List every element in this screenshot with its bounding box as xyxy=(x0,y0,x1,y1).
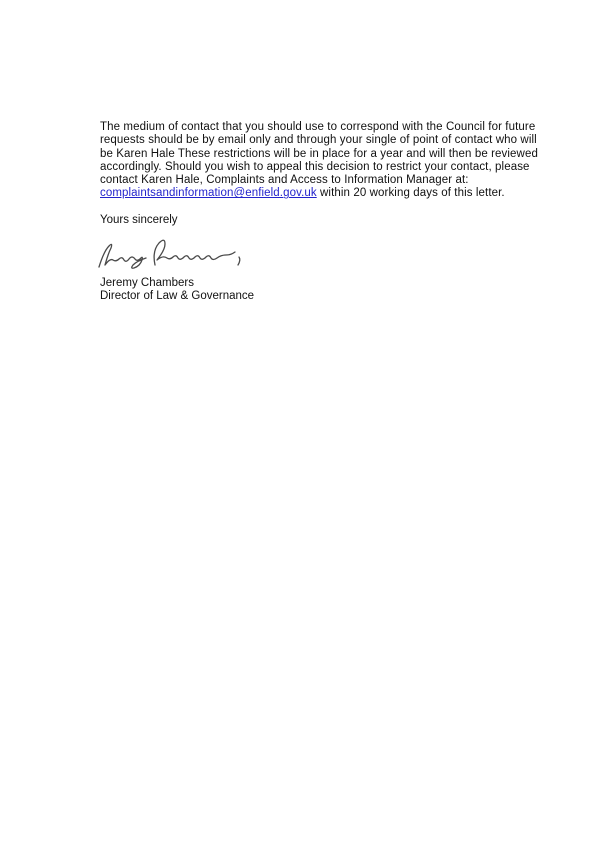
after-email-text: within 20 working days of this letter. xyxy=(316,187,505,200)
body-line-with-link xyxy=(100,187,538,200)
signatory-block xyxy=(100,277,254,304)
handwritten-signature-icon xyxy=(97,235,247,273)
signatory-title: Director of Law & Governance xyxy=(100,290,255,303)
body-line: requests should be by email only and through your single of point of contact who will xyxy=(100,134,537,147)
letter-body xyxy=(100,121,538,201)
signature-image xyxy=(97,235,247,273)
closing-salutation: Yours sincerely xyxy=(100,214,178,226)
body-line: contact Karen Hale, Complaints and Access to Information Manager at: xyxy=(100,174,469,187)
signatory-name: Jeremy Chambers xyxy=(100,277,194,289)
body-line: accordingly. Should you wish to appeal this decision to restrict your contact, please xyxy=(100,160,530,173)
email-link[interactable]: complaintsandinformation@enfield.gov.uk xyxy=(100,187,317,200)
body-line: The medium of contact that you should use to correspond with the Council for future xyxy=(100,121,536,133)
body-line: be Karen Hale These restrictions will be in place for a year and will then be reviewed xyxy=(100,147,538,160)
